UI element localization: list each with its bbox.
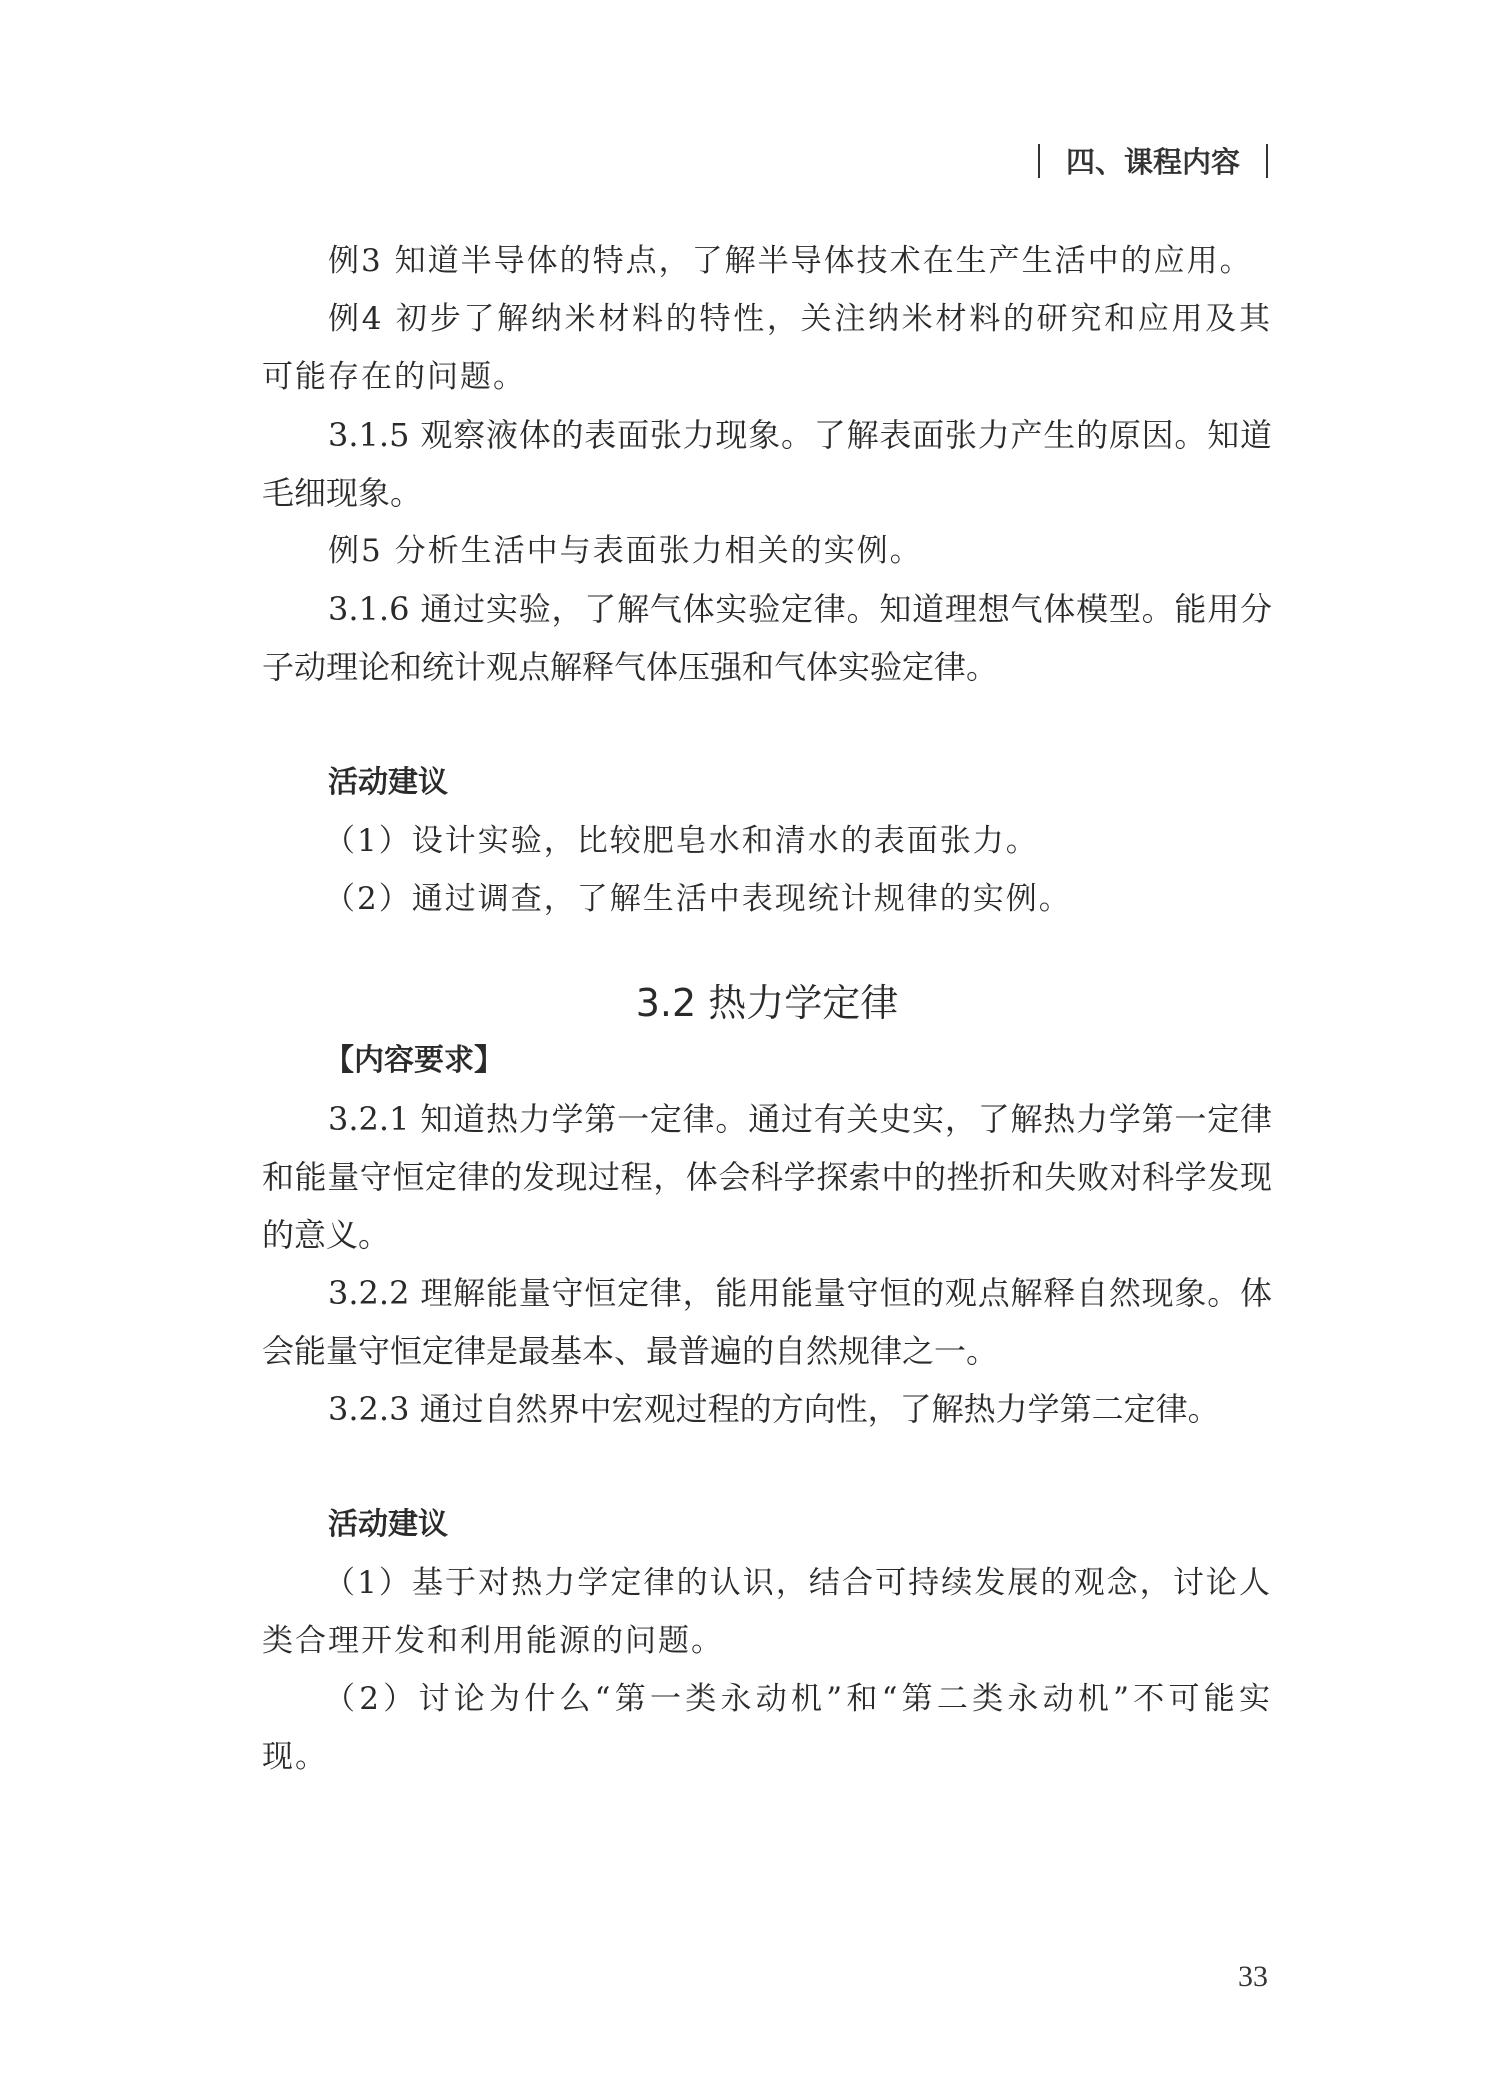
spacer (262, 1438, 1272, 1496)
example-4: 例4 初步了解纳米材料的特性，关注纳米材料的研究和应用及其可能存在的问题。 (262, 301, 1272, 395)
example-3: 例3 知道半导体的特点，了解半导体技术在生产生活中的应用。 (328, 243, 1253, 279)
header-divider-right (1266, 144, 1268, 178)
spacer (262, 696, 1272, 754)
activity-heading-1: 活动建议 (328, 765, 448, 800)
section-title: 3.2 热力学定律 (635, 981, 899, 1025)
activity-item: （2）讨论为什么“第一类永动机”和“第二类永动机”不可能实现。 (262, 1681, 1272, 1775)
activity-heading-2: 活动建议 (328, 1507, 448, 1542)
chapter-title: 四、课程内容 (1065, 145, 1240, 179)
requirement-3-2-2: 3.2.2 理解能量守恒定律，能用能量守恒的观点解释自然现象。体会能量守恒定律是最基本、最普遍的自然规律之一。 (262, 1274, 1272, 1370)
requirement-3-2-3: 3.2.3 通过自然界中宏观过程的方向性，了解热力学第二定律。 (328, 1390, 1220, 1428)
activity-item: （1）基于对热力学定律的认识，结合可持续发展的观念，讨论人类合理开发和利用能源的问题。 (262, 1565, 1272, 1659)
activity-item: （1）设计实验，比较肥皂水和清水的表面张力。 (324, 823, 1039, 859)
requirement-3-1-6: 3.1.6 通过实验，了解气体实验定律。知道理想气体模型。能用分子动理论和统计观点解释气体压强和气体实验定律。 (262, 590, 1272, 686)
running-header (1038, 140, 1268, 181)
example-5: 例5 分析生活中与表面张力相关的实例。 (328, 533, 923, 569)
page-number: 33 (1238, 1960, 1268, 1993)
requirements-heading: 【内容要求】 (324, 1043, 504, 1078)
activity-item: （2）通过调查，了解生活中表现统计规律的实例。 (324, 881, 1072, 917)
spacer (262, 928, 1272, 974)
requirement-3-2-1: 3.2.1 知道热力学第一定律。通过有关史实，了解热力学第一定律和能量守恒定律的发现过程，体会科学探索中的挫折和失败对科学发现的意义。 (262, 1100, 1272, 1254)
requirement-3-1-5: 3.1.5 观察液体的表面张力现象。了解表面张力产生的原因。知道毛细现象。 (262, 416, 1272, 512)
header-divider-left (1038, 144, 1040, 178)
body-content (262, 232, 1272, 1786)
